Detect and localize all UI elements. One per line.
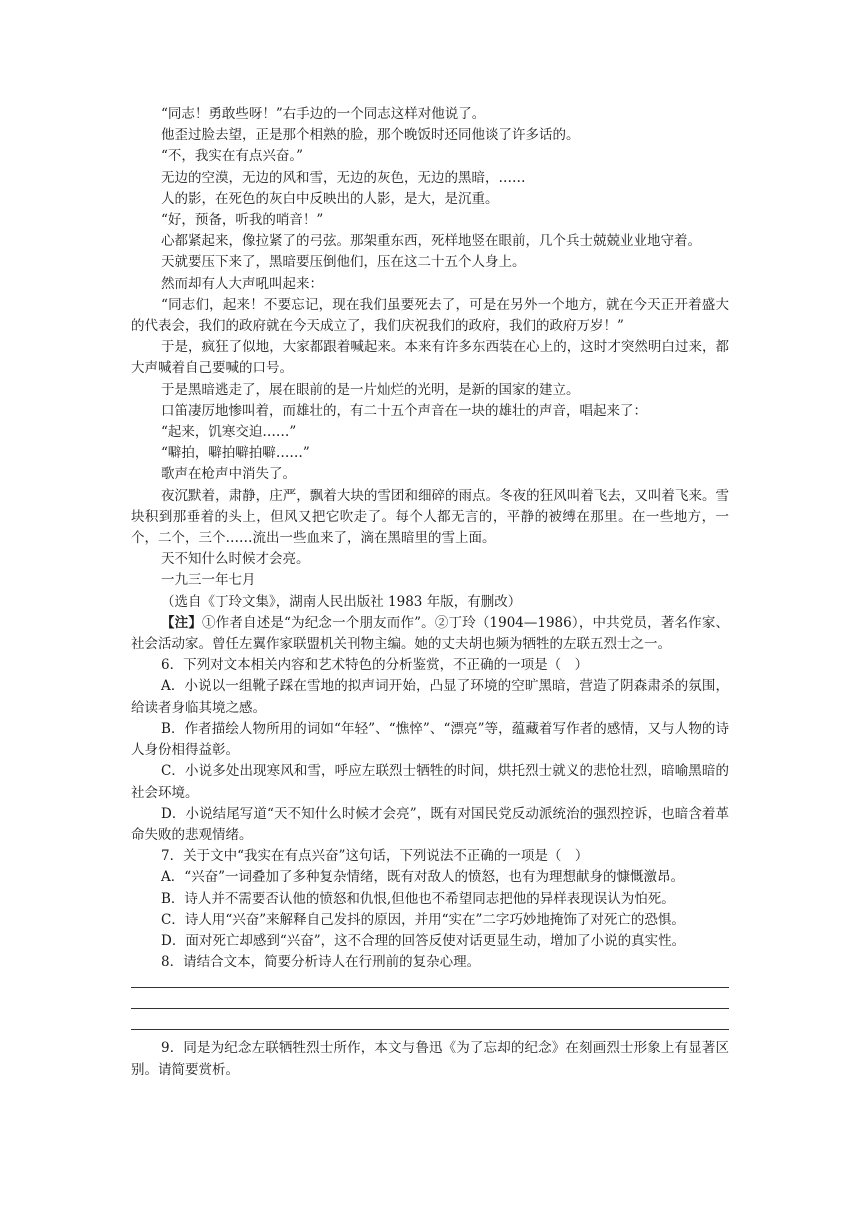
story-paragraph: 然而却有人大声吼叫起来： [161,275,323,292]
question-7-stem: 7．关于文中“我实在有点兴奋”这句话，下列说法不正确的一项是（ ） [161,848,589,865]
story-paragraph: 心都紧起来，像拉紧了的弓弦。那架重东西，死样地竖在眼前，几个兵士兢兢业业地守着。 [161,233,701,250]
story-paragraph: “好，预备，听我的哨音！” [161,212,324,229]
text-column [131,104,729,1081]
story-paragraph: 夜沉默着，肃静，庄严，飘着大块的雪团和细碎的雨点。冬夜的狂风叫着飞去，又叫着飞来。雪块积到那垂着的头上，但风又把它吹走了。每个人都无言的，平静的被缚在那里。在一些地方，一个，二个，三个……流出一些血来了，滴在黑暗里的雪上面。 [131,487,729,547]
question-6-option-a: A．小说以一组靴子踩在雪地的拟声词开始，凸显了环境的空旷黑暗，营造了阴森肃杀的氛围，给读者身临其境之感。 [131,678,729,716]
story-date: 一九三一年七月 [161,572,256,589]
question-9-stem: 9．同是为纪念左联牺牲烈士所作，本文与鲁迅《为了忘却的纪念》在刻画烈士形象上有显著区别。请简要赏析。 [131,1040,729,1078]
story-paragraph: “起来，饥寒交迫……” [161,424,297,441]
story-paragraph: 歌声在枪声中消失了。 [161,466,296,483]
story-paragraph: “同志！勇敢些呀！”右手边的一个同志这样对他说了。 [161,106,486,122]
question-7-option-a: A．“兴奋”一词叠加了多种复杂情绪，既有对敌人的愤怒，也有为理想献身的慷慨激昂。 [161,869,685,886]
story-paragraph: 人的影，在死色的灰白中反映出的人影，是大，是沉重。 [161,190,499,207]
question-8-stem: 8．请结合文本，简要分析诗人在行刑前的复杂心理。 [161,954,481,971]
question-6-option-c: C．小说多处出现寒风和雪，呼应左联烈士牺牲的时间，烘托烈士就义的悲怆壮烈，暗喻黑暗的社会环境。 [131,763,729,801]
source-citation: （选自《丁玲文集》，湖南人民出版社 1983 年版，有删改） [161,593,522,610]
footnote-text: ①作者自述是“为纪念一个朋友而作”。②丁玲（1904—1986），中共党员，著名作家、社会活动家。曾任左翼作家联盟机关刊物主编。她的丈夫胡也频为牺牲的左联五烈士之一。 [131,614,730,653]
story-paragraph: 他歪过脸去望，正是那个相熟的脸，那个晚饭时还同他谈了许多话的。 [161,127,580,144]
story-paragraph: “同志们，起来！不要忘记，现在我们虽要死去了，可是在另外一个地方，就在今天正开着盛大的代表会，我们的政府就在今天成立了，我们庆祝我们的政府，我们的政府万岁！” [131,296,729,335]
question-6-stem: 6．下列对文本相关内容和艺术特色的分析鉴赏，不正确的一项是（ ） [161,657,589,674]
footnote-label: 【注】 [161,614,203,631]
question-6-option-b: B．作者描绘人物所用的词如“年轻”、“憔悴”、“漂亮”等，蕴藏着写作者的感情，又与人物的诗人身份相得益彰。 [131,720,729,759]
question-7-option-b: B．诗人并不需要否认他的愤怒和仇恨,但他也不希望同志把他的异样表现误认为怕死。 [161,890,675,907]
story-paragraph: 天就要压下来了，黑暗要压倒他们，压在这二十五个人身上。 [161,254,526,271]
story-paragraph: 口笛凄厉地惨叫着，而雄壮的，有二十五个声音在一块的雄壮的声音，唱起来了： [161,402,647,419]
story-paragraph: 无边的空漠，无边的风和雪，无边的灰色，无边的黑暗，…… [161,169,526,186]
story-paragraph: “不，我实在有点兴奋。” [161,148,304,165]
question-7-option-d: D．面对死亡却感到“兴奋”，这不合理的回答反使对话更显生动，增加了小说的真实性。 [161,932,686,949]
story-paragraph: 于是黑暗逃走了，展在眼前的是一片灿烂的光明，是新的国家的建立。 [161,381,580,398]
question-7-option-c: C．诗人用“兴奋”来解释自己发抖的原因，并用“实在”二字巧妙地掩饰了对死亡的恐惧。 [161,911,685,928]
story-paragraph: 于是，疯狂了似地，大家都跟着喊起来。本来有许多东西装在心上的，这时才突然明白过来，都大声喊着自己要喊的口号。 [131,339,729,377]
story-paragraph: 天不知什么时候才会亮。 [161,551,310,568]
footnote [131,613,729,655]
question-6-option-d: D．小说结尾写道“天不知什么时候才会亮”，既有对国民党反动派统治的强烈控诉，也暗含着革命失败的悲观情绪。 [131,805,729,843]
story-paragraph: “噼拍，噼拍噼拍噼……” [161,445,310,462]
